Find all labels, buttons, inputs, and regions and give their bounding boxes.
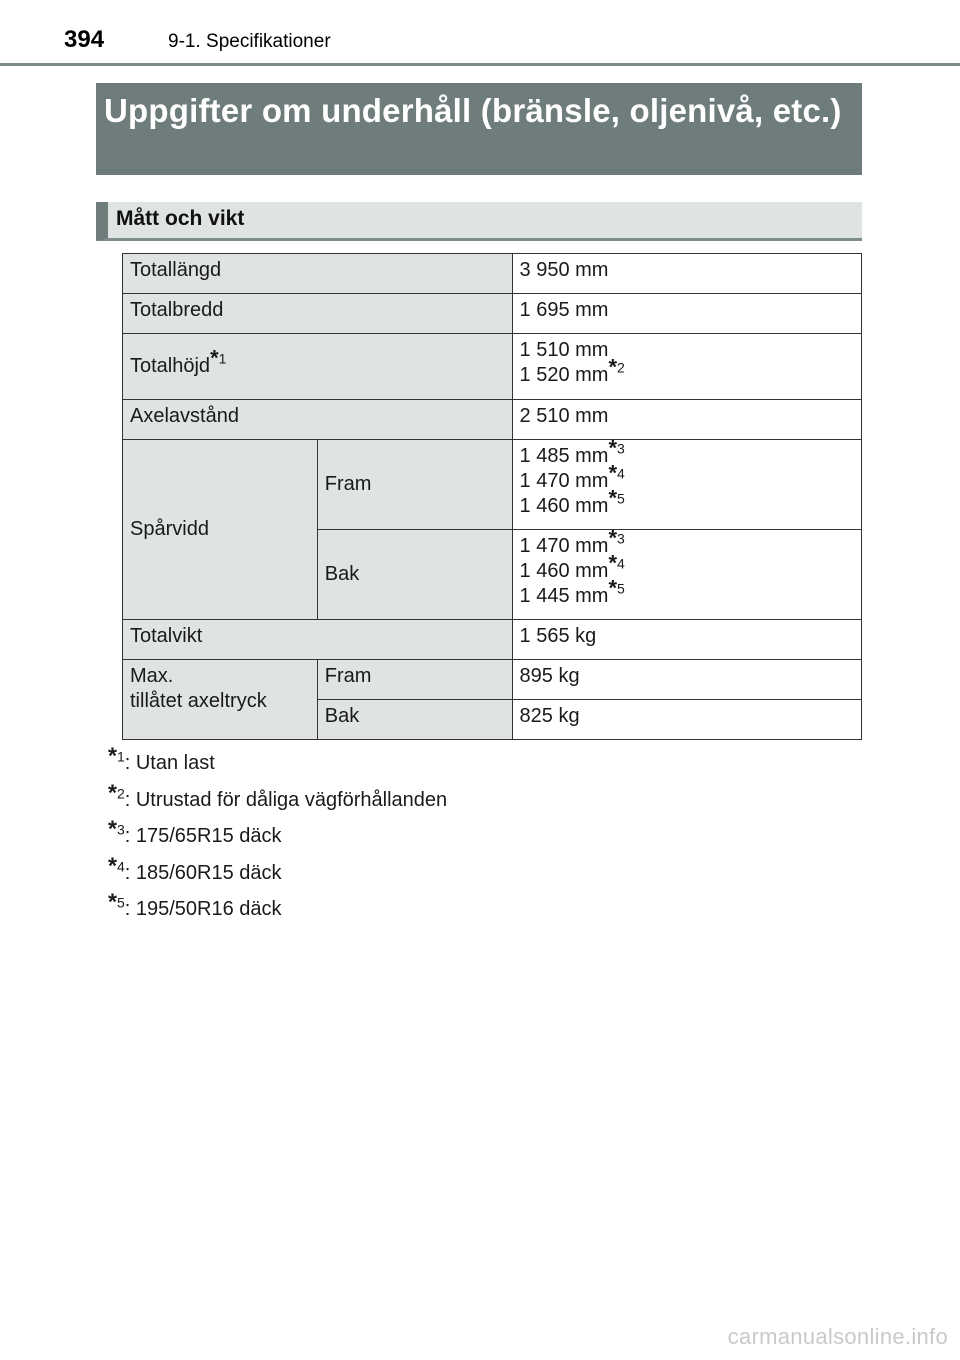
row-value: 3 950 mm xyxy=(512,254,861,294)
footnote-marker: * xyxy=(608,485,618,511)
row-value: 1 565 kg xyxy=(512,620,861,660)
footnote-text: : 175/65R15 däck xyxy=(124,825,282,847)
footnote-ref: 4 xyxy=(617,465,625,482)
section-heading-text: Mått och vikt xyxy=(116,207,245,230)
footnote-text: : Utan last xyxy=(124,752,215,774)
footnote-marker: * xyxy=(608,525,618,551)
footnote-marker: * xyxy=(608,575,618,601)
value-line: 1 485 mm*$^3$ xyxy=(519,435,625,467)
value-line: 1 460 mm*$^5$ xyxy=(519,485,625,517)
footnote-ref: 3 xyxy=(617,530,625,547)
table-row xyxy=(123,400,862,440)
row-value: 895 kg xyxy=(512,660,861,700)
footnote-marker: * xyxy=(108,778,117,805)
row-value: 825 kg xyxy=(512,700,861,740)
footnote-ref: 3 xyxy=(116,821,125,838)
value-line: 1 470 mm*$^3$ xyxy=(519,525,625,557)
page-number: 394 xyxy=(64,26,105,53)
row-label: Totalbredd xyxy=(123,294,513,334)
footnote-item xyxy=(108,851,447,892)
header-divider xyxy=(0,63,960,66)
footnote-ref: 5 xyxy=(617,580,625,597)
specs-table xyxy=(122,253,862,740)
table-row xyxy=(123,660,862,700)
footnote-item xyxy=(108,888,447,928)
page-header xyxy=(0,0,960,66)
page-title: Uppgifter om underhåll (bränsle, oljenivå, etc.) xyxy=(104,92,842,129)
footnotes xyxy=(108,742,448,928)
footnote-marker: * xyxy=(210,345,219,371)
value-line: 1 470 mm*$^4$ xyxy=(519,460,625,492)
row-sublabel: Fram xyxy=(317,440,512,530)
row-value xyxy=(512,525,861,620)
table-row xyxy=(123,620,862,660)
value-line: 1 510 mm xyxy=(519,339,609,361)
footnote-ref: 5 xyxy=(617,490,625,507)
footnote-ref: 4 xyxy=(116,857,125,874)
row-sublabel: Fram xyxy=(317,660,512,700)
table-row xyxy=(123,294,862,334)
footnote-ref: 1 xyxy=(116,748,125,765)
section-heading xyxy=(96,202,862,241)
row-label: Totallängd xyxy=(123,254,513,294)
footnote-ref: 2 xyxy=(617,359,625,376)
row-value: 2 510 mm xyxy=(512,400,861,440)
table-row xyxy=(123,440,862,530)
title-banner xyxy=(96,83,862,175)
footnote-marker: * xyxy=(108,815,117,842)
footnote-text: : 195/50R16 däck xyxy=(124,898,282,920)
row-sublabel: Bak xyxy=(317,700,512,740)
footnote-ref: 3 xyxy=(617,440,625,457)
footnote-ref: 1 xyxy=(218,350,227,367)
row-label: Axelavstånd xyxy=(123,400,513,440)
table-row xyxy=(123,334,862,400)
footnote-ref: 5 xyxy=(116,894,125,911)
row-value xyxy=(512,435,861,530)
footnote-ref: 2 xyxy=(116,784,125,801)
footnote-marker: * xyxy=(108,888,117,915)
footnote-marker: * xyxy=(608,435,618,461)
footnote-text: : 185/60R15 däck xyxy=(124,861,282,884)
value-line: 1 520 mm*$^2$ xyxy=(519,354,625,386)
footnote-ref: 4 xyxy=(617,555,625,572)
footnote-marker: * xyxy=(608,550,618,576)
row-label: Spårvidd xyxy=(123,440,318,620)
footnote-marker: * xyxy=(108,742,117,769)
row-label: Totalhöjd*$^1$ xyxy=(123,334,513,400)
row-sublabel: Bak xyxy=(317,530,512,620)
row-label: Max. tillåtet axeltryck xyxy=(123,660,318,740)
footnote-item xyxy=(108,815,447,855)
row-value xyxy=(512,334,861,400)
table-row xyxy=(123,254,862,294)
footnote-text: : Utrustad för dåliga vägförhållanden xyxy=(124,788,448,811)
footnote-marker: * xyxy=(108,851,117,878)
watermark: carmanualsonline.info xyxy=(727,1324,948,1349)
footnote-item xyxy=(108,778,448,819)
section-name: 9-1. Specifikationer xyxy=(168,31,331,52)
footnote-item xyxy=(108,742,447,782)
value-line: 1 460 mm*$^4$ xyxy=(519,550,625,582)
row-value: 1 695 mm xyxy=(512,294,861,334)
row-label: Totalvikt xyxy=(123,620,513,660)
footnote-marker: * xyxy=(608,354,618,380)
value-line: 1 445 mm*$^5$ xyxy=(519,575,625,607)
footnote-marker: * xyxy=(608,460,618,486)
